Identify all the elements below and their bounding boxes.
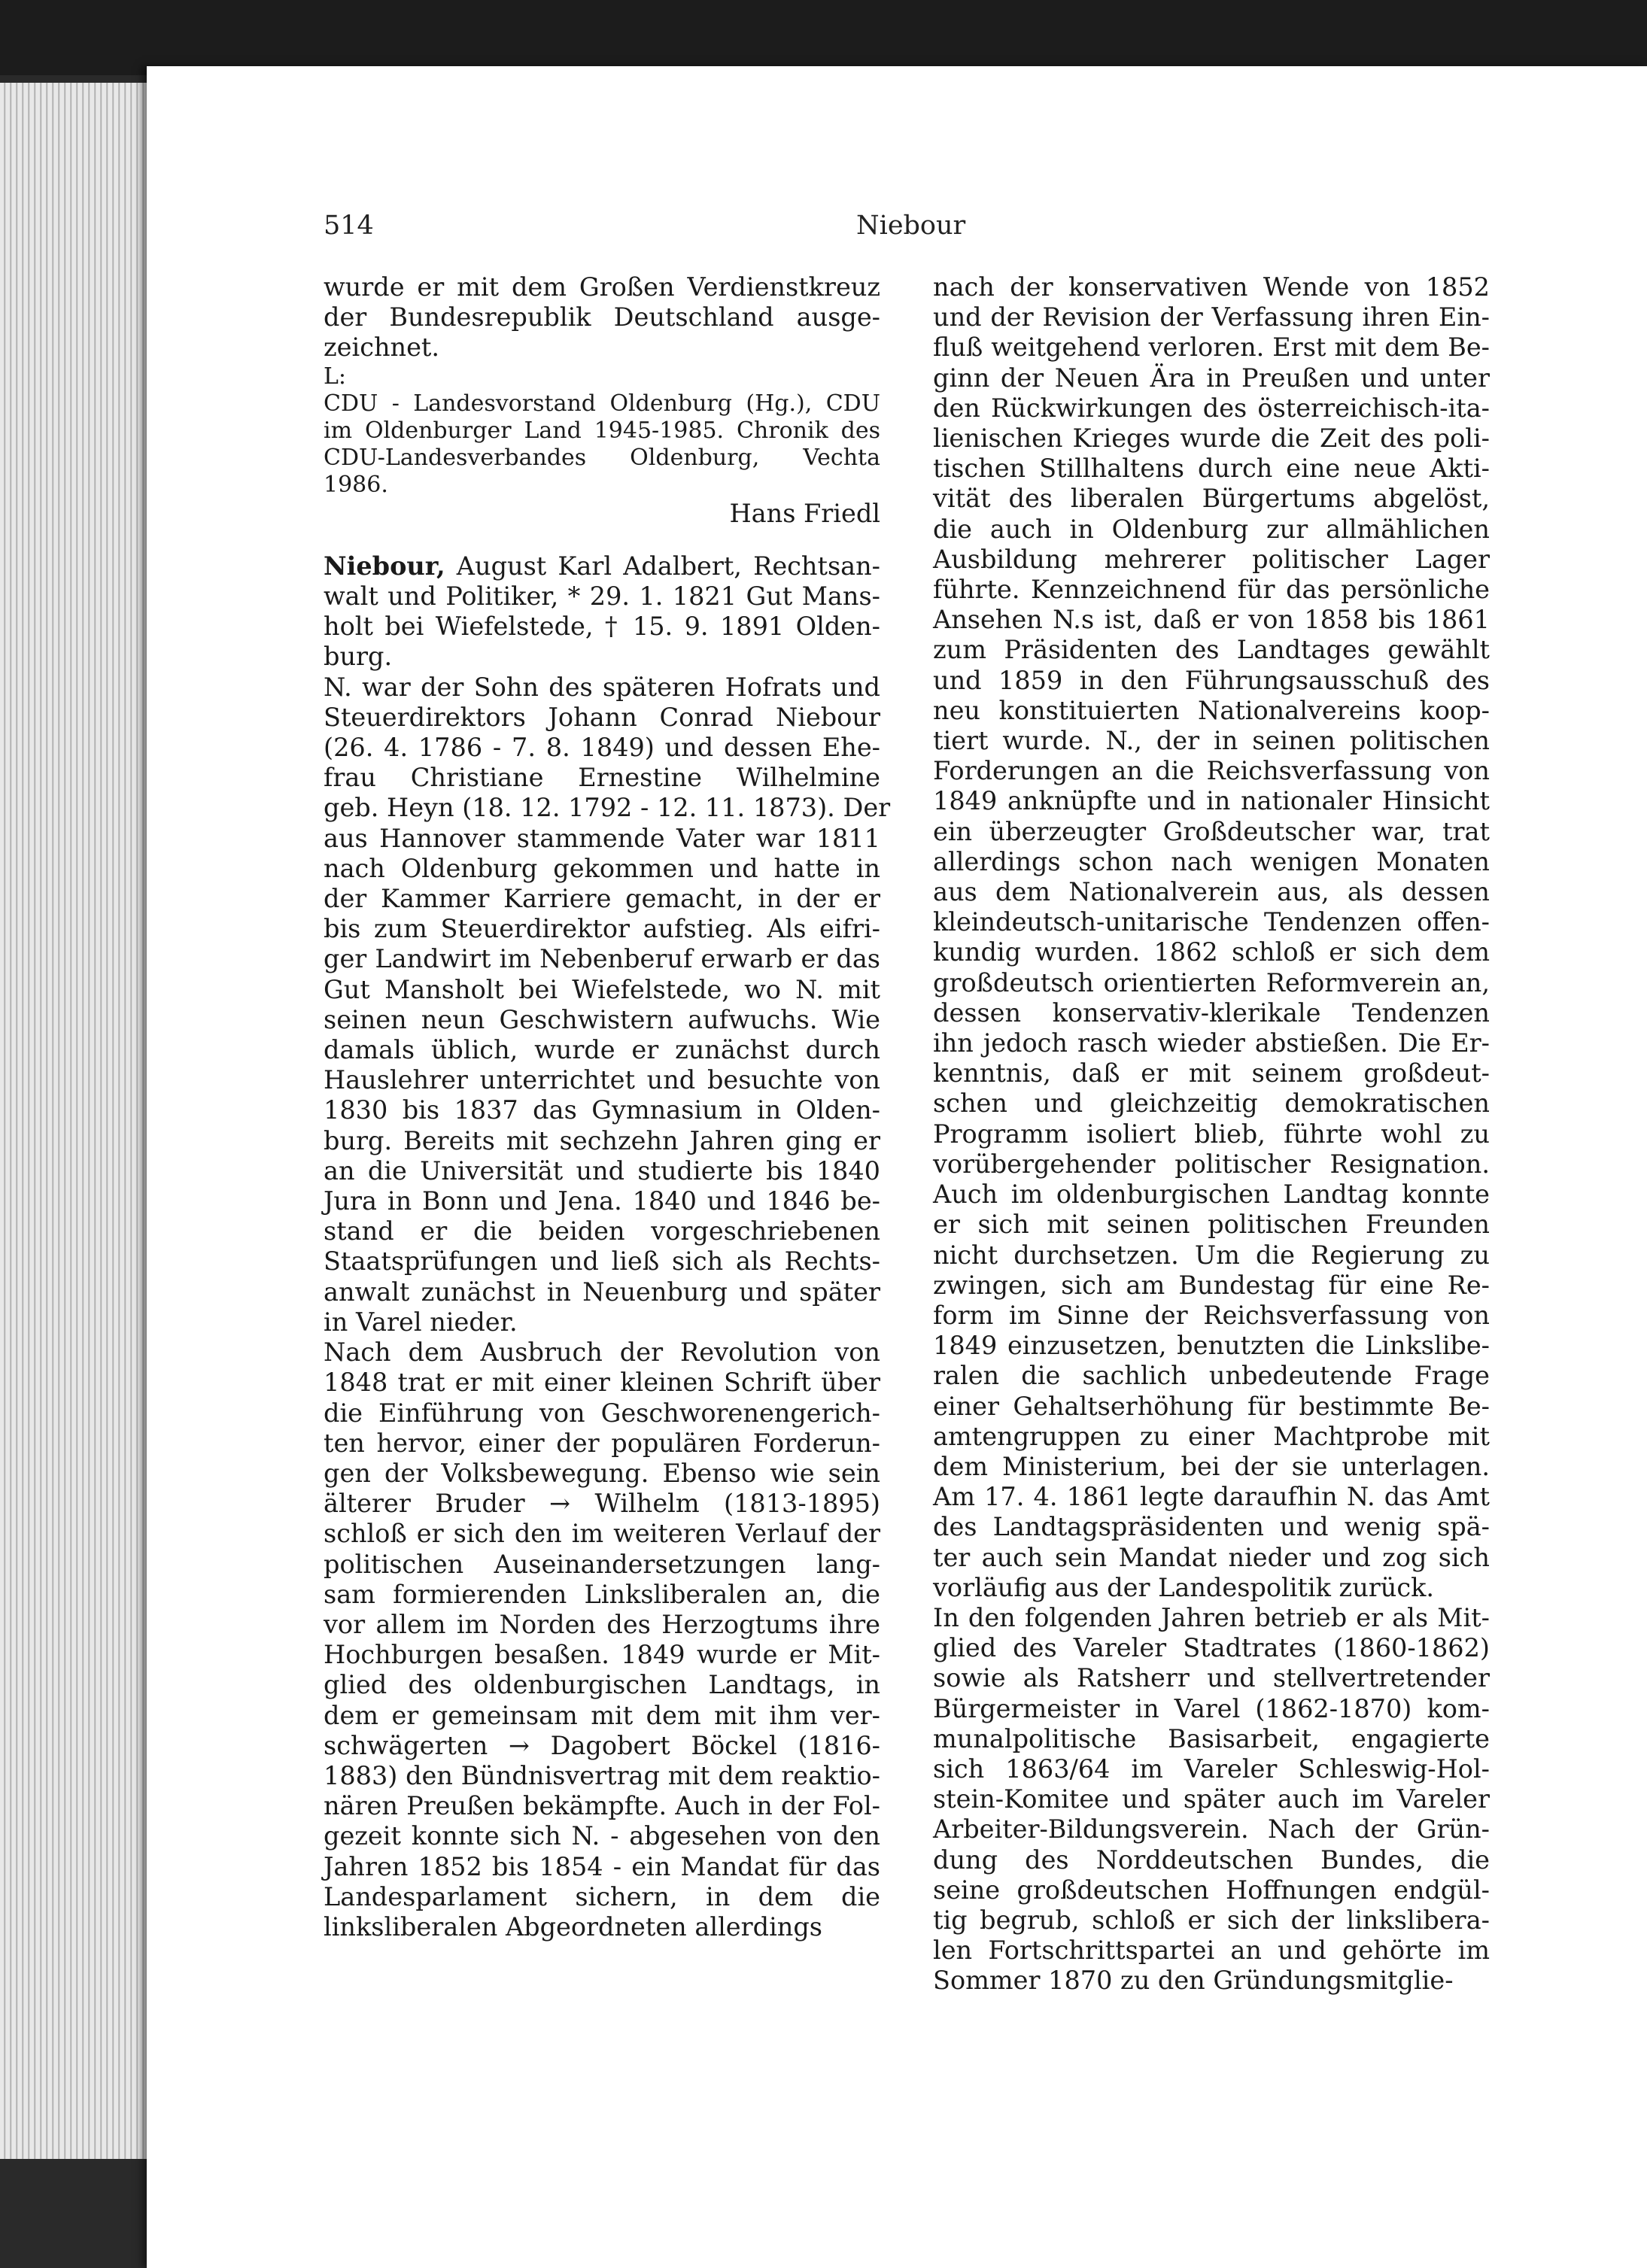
literature-reference xyxy=(324,390,880,499)
text-line: damals üblich, wurde er zunächst durch xyxy=(324,1035,880,1065)
text-line: dem er gemeinsam mit dem mit ihm ver- xyxy=(324,1700,880,1730)
text-line: nicht durchsetzen. Um die Regierung zu xyxy=(933,1240,1490,1270)
biography-paragraph-3 xyxy=(933,272,1490,1603)
text-line: bis zum Steuerdirektor aufstieg. Als eifri- xyxy=(324,914,880,944)
text-line: tiert wurde. N., der in seinen politischen xyxy=(933,726,1490,756)
text-line: nach der konservativen Wende von 1852 xyxy=(933,272,1490,302)
text-line: stand er die beiden vorgeschriebenen xyxy=(324,1216,880,1246)
text-line: gezeit konnte sich N. - abgesehen von den xyxy=(324,1821,880,1851)
text-line: an die Universität und studierte bis 1840 xyxy=(324,1155,880,1186)
biography-paragraph-4 xyxy=(933,1603,1490,1996)
text-line: seine großdeutschen Hoffnungen endgül- xyxy=(933,1875,1490,1905)
text-line: stein-Komitee und später auch im Vareler xyxy=(933,1784,1490,1814)
text-line: Gut Mansholt bei Wiefelstede, wo N. mit xyxy=(324,974,880,1004)
text-line: Landesparlament sichern, in dem die xyxy=(324,1881,880,1911)
text-line: gen der Volksbewegung. Ebenso wie sein xyxy=(324,1458,880,1488)
text-line: zum Präsidenten des Landtages gewählt xyxy=(933,635,1490,665)
text-line: Jura in Bonn und Jena. 1840 und 1846 be- xyxy=(324,1186,880,1216)
text-line: kundig wurden. 1862 schloß er sich dem xyxy=(933,937,1490,967)
text-line: tischen Stillhaltens durch eine neue Akti- xyxy=(933,454,1490,484)
text-line: amtengruppen zu einer Machtprobe mit xyxy=(933,1421,1490,1451)
text-line: 1883) den Bündnisvertrag mit dem reaktio- xyxy=(324,1760,880,1790)
text-line: Auch im oldenburgischen Landtag konnte xyxy=(933,1180,1490,1210)
text-line: vorläufig aus der Landespolitik zurück. xyxy=(933,1572,1435,1602)
text-line: schen und gleichzeitig demokratischen xyxy=(933,1088,1490,1119)
text-line: fluß weitgehend verloren. Erst mit dem Be- xyxy=(933,332,1490,363)
text-line: im Oldenburger Land 1945-1985. Chronik des xyxy=(324,417,880,444)
text-line: frau Christiane Ernestine Wilhelmine xyxy=(324,763,880,793)
text-line xyxy=(324,551,880,581)
text-line: Staatsprüfungen und ließ sich als Rechts- xyxy=(324,1246,880,1277)
text-line: Steuerdirektors Johann Conrad Niebour xyxy=(324,702,880,732)
text-line: holt bei Wiefelstede, † 15. 9. 1891 Olden- xyxy=(324,612,880,642)
text-line: geb. Heyn (18. 12. 1792 - 12. 11. 1873). Der xyxy=(324,793,891,823)
left-column xyxy=(324,272,891,1942)
text-line: vorübergehender politischer Resignation. xyxy=(933,1149,1490,1179)
text-line: aus dem Nationalverein aus, als dessen xyxy=(933,877,1490,907)
text-line: vor allem im Norden des Herzogtums ihre xyxy=(324,1609,880,1639)
text-line: munalpolitische Basisarbeit, engagierte xyxy=(933,1723,1490,1753)
text-line: burg. xyxy=(324,642,393,672)
right-column xyxy=(933,272,1490,1996)
text-line: zwingen, sich am Bundestag für eine Re- xyxy=(933,1270,1490,1300)
literature-label: L: xyxy=(324,363,347,390)
text-line: ger Landwirt im Nebenberuf erwarb er das xyxy=(324,944,880,974)
text-line: die Einführung von Geschworenengerich- xyxy=(324,1398,880,1428)
text-line: die auch in Oldenburg zur allmählichen xyxy=(933,514,1490,544)
text-line: ihn jedoch rasch wieder abstießen. Die Er- xyxy=(933,1028,1490,1058)
text-line: seinen neun Geschwistern aufwuchs. Wie xyxy=(324,1004,880,1034)
text-line: Ausbildung mehrerer politischer Lager xyxy=(933,544,1490,574)
text-line: in Varel nieder. xyxy=(324,1307,518,1337)
text-line: der Bundesrepublik Deutschland ausge- xyxy=(324,302,880,332)
text-line: ginn der Neuen Ära in Preußen und unter xyxy=(933,363,1490,393)
text-line: nach Oldenburg gekommen und hatte in xyxy=(324,853,880,883)
biography-paragraph-2 xyxy=(324,1337,880,1942)
text-line: Ansehen N.s ist, daß er von 1858 bis 1861 xyxy=(933,605,1490,635)
text-line: burg. Bereits mit sechzehn Jahren ging er xyxy=(324,1125,880,1155)
text-line: len Fortschrittspartei an und gehörte im xyxy=(933,1936,1490,1966)
text-line: glied des oldenburgischen Landtags, in xyxy=(324,1670,880,1700)
text-line: glied des Vareler Stadtrates (1860-1862) xyxy=(933,1633,1490,1663)
text-line: dessen konservativ-klerikale Tendenzen xyxy=(933,997,1490,1028)
text-line: In den folgenden Jahren betrieb er als Mit- xyxy=(933,1602,1490,1632)
text-line: nären Preußen bekämpfte. Auch in der Fol- xyxy=(324,1791,880,1821)
text-line: kenntnis, daß er mit seinem großdeut- xyxy=(933,1058,1490,1088)
text-line: 1986. xyxy=(324,471,388,498)
text-line: dung des Norddeutschen Bundes, die xyxy=(933,1844,1490,1875)
text-line: ten hervor, einer der populären Forderun- xyxy=(324,1428,880,1458)
text-line: sowie als Ratsherr und stellvertretender xyxy=(933,1663,1490,1693)
text-line: anwalt zunächst in Neuenburg und später xyxy=(324,1277,880,1307)
text-line: wurde er mit dem Großen Verdienstkreuz xyxy=(324,272,880,302)
text-line: allerdings schon nach wenigen Monaten xyxy=(933,846,1490,876)
text-line: ralen die sachlich unbedeutende Frage xyxy=(933,1361,1490,1391)
text-line: tig begrub, schloß er sich der linkslibera- xyxy=(933,1905,1490,1935)
text-line: der Kammer Karriere gemacht, in der er xyxy=(324,884,880,914)
scan-background xyxy=(0,0,1647,75)
text-line: schloß er sich den im weiteren Verlauf der xyxy=(324,1519,880,1549)
text-line: Sommer 1870 zu den Gründungsmitglie- xyxy=(933,1966,1454,1996)
entry-heading xyxy=(324,551,880,673)
text-line: zeichnet. xyxy=(324,332,440,363)
text-line: Programm isoliert blieb, führte wohl zu xyxy=(933,1119,1490,1149)
text-line: älterer Bruder → Wilhelm (1813-1895) xyxy=(324,1489,880,1519)
biography-paragraph-1 xyxy=(324,672,891,1337)
text-line: kleindeutsch-unitarische Tendenzen offen- xyxy=(933,907,1490,937)
text-line: CDU-Landesverbandes Oldenburg, Vechta xyxy=(324,444,880,471)
text-line: lienischen Krieges wurde die Zeit des poli- xyxy=(933,424,1490,454)
text-line: einer Gehaltserhöhung für bestimmte Be- xyxy=(933,1391,1490,1421)
text-line: neu konstituierten Nationalvereins koop- xyxy=(933,695,1490,725)
text-line: vität des liberalen Bürgertums abgelöst, xyxy=(933,484,1490,514)
text-line: Hauslehrer unterrichtet und besuchte von xyxy=(324,1065,880,1095)
text-line: 1849 anknüpfte und in nationaler Hinsicht xyxy=(933,786,1490,816)
text-line: führte. Kennzeichnend für das persönliche xyxy=(933,575,1490,605)
text-line: walt und Politiker, * 29. 1. 1821 Gut Mans- xyxy=(324,581,880,612)
text-line: aus Hannover stammende Vater war 1811 xyxy=(324,823,880,853)
text-line: sich 1863/64 im Vareler Schleswig-Hol- xyxy=(933,1753,1490,1784)
page-number: 514 xyxy=(324,211,374,241)
text-line: schwägerten → Dagobert Böckel (1816- xyxy=(324,1730,880,1760)
entry-name: Niebour, xyxy=(324,551,445,581)
text-line: dem Ministerium, bei der sie unterlagen. xyxy=(933,1451,1490,1481)
text-line: N. war der Sohn des späteren Hofrats und xyxy=(324,672,880,702)
intro-paragraph xyxy=(324,272,880,363)
text-line: großdeutsch orientierten Reformverein an, xyxy=(933,967,1490,997)
text-line: den Rückwirkungen des österreichisch-ita- xyxy=(933,393,1490,423)
text-line: 1830 bis 1837 das Gymnasium in Olden- xyxy=(324,1095,880,1125)
book-page-edges xyxy=(0,83,150,2159)
text-line: und der Revision der Verfassung ihren Ein- xyxy=(933,302,1490,332)
text-line: Hochburgen besaßen. 1849 wurde er Mit- xyxy=(324,1640,880,1670)
text-line: Am 17. 4. 1861 legte daraufhin N. das Amt xyxy=(933,1482,1490,1512)
text-line: Forderungen an die Reichsverfassung von xyxy=(933,756,1490,786)
text-line: politischen Auseinandersetzungen lang- xyxy=(324,1549,880,1579)
text-line: form im Sinne der Reichsverfassung von xyxy=(933,1300,1490,1330)
running-title: Niebour xyxy=(856,211,966,241)
text-line: CDU - Landesvorstand Oldenburg (Hg.), CDU xyxy=(324,390,880,417)
text-line: Jahren 1852 bis 1854 - ein Mandat für das xyxy=(324,1851,880,1881)
text-line: Nach dem Ausbruch der Revolution von xyxy=(324,1337,880,1368)
entry-description: August Karl Adalbert, Rechtsan- xyxy=(445,551,880,581)
text-line: er sich mit seinen politischen Freunden xyxy=(933,1210,1490,1240)
text-line: des Landtagspräsidenten und wenig spä- xyxy=(933,1512,1490,1542)
author-signature: Hans Friedl xyxy=(729,498,880,528)
text-line: 1849 einzusetzen, benutzten die Linkslibe- xyxy=(933,1331,1490,1361)
text-line: und 1859 in den Führungsausschuß des xyxy=(933,665,1490,695)
text-line: 1848 trat er mit einer kleinen Schrift über xyxy=(324,1368,880,1398)
text-line: Arbeiter-Bildungsverein. Nach der Grün- xyxy=(933,1814,1490,1844)
text-line: ein überzeugter Großdeutscher war, trat xyxy=(933,816,1490,846)
text-line: (26. 4. 1786 - 7. 8. 1849) und dessen Ehe- xyxy=(324,733,880,763)
text-line: sam formierenden Linksliberalen an, die xyxy=(324,1579,880,1609)
text-line: Bürgermeister in Varel (1862-1870) kom- xyxy=(933,1693,1490,1723)
text-line: ter auch sein Mandat nieder und zog sich xyxy=(933,1542,1490,1572)
text-line: linksliberalen Abgeordneten allerdings xyxy=(324,1911,822,1942)
